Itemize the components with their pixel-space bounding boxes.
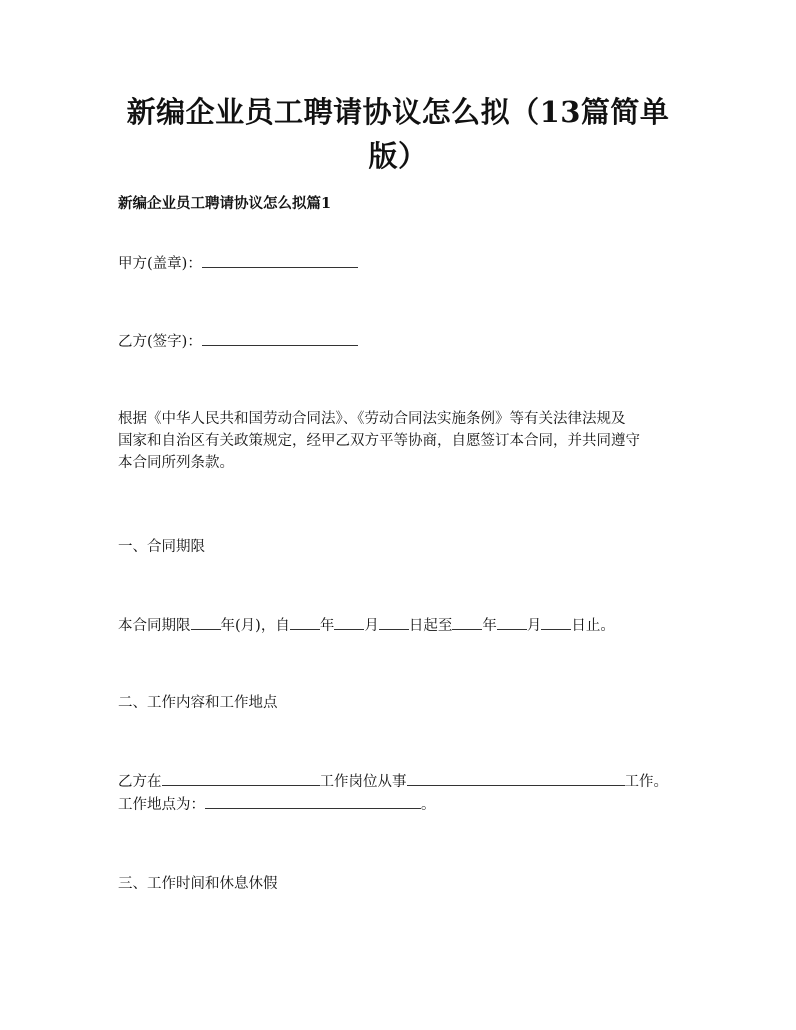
party-a-blank	[202, 252, 358, 268]
intro-line-2: 国家和自治区有关政策规定，经甲乙双方平等协商，自愿签订本合同，并共同遵守	[118, 433, 640, 449]
term-blank-start-day	[379, 614, 409, 630]
section2-heading: 二、工作内容和工作地点	[118, 695, 278, 711]
term-blank-end-day	[541, 614, 571, 630]
term-text-h: 日止。	[571, 618, 615, 634]
term-blank-start-month	[334, 614, 364, 630]
party-b-label: 乙方(签字)：	[118, 334, 202, 350]
work-content-line	[118, 770, 668, 793]
work-text-c: 工作。	[624, 774, 668, 790]
party-b-line	[118, 330, 358, 353]
section3-heading: 三、工作时间和休息休假	[118, 876, 278, 892]
term-text-f: 年	[482, 618, 497, 634]
party-b-blank	[202, 330, 358, 346]
term-blank-end-month	[497, 614, 527, 630]
term-blank-end-year	[452, 614, 482, 630]
work-blank-department	[162, 770, 320, 786]
contract-term-line	[118, 614, 615, 637]
work-place-end: 。	[421, 797, 436, 813]
work-place-label: 工作地点为：	[118, 797, 205, 813]
intro-line-1: 根据《中华人民共和国劳动合同法》、《劳动合同法实施条例》等有关法律法规及	[118, 411, 626, 427]
section1-heading: 一、合同期限	[118, 539, 205, 555]
term-text-b: 年(月)，自	[220, 618, 290, 634]
term-text-g: 月	[526, 618, 542, 634]
work-place-blank	[205, 793, 421, 809]
document-title-line2: 版）	[368, 139, 428, 173]
party-a-line	[118, 252, 358, 275]
term-blank-start-year	[290, 614, 320, 630]
party-a-label: 甲方(盖章)：	[118, 256, 202, 272]
term-text-e: 日起至	[408, 618, 453, 634]
section-subtitle: 新编企业员工聘请协议怎么拟篇1	[118, 195, 332, 212]
term-blank-duration	[191, 614, 221, 630]
term-text-a: 本合同期限	[118, 618, 191, 634]
term-text-d: 月	[364, 618, 379, 634]
work-place-line	[118, 793, 436, 816]
work-text-a: 乙方在	[118, 774, 162, 790]
intro-line-3: 本合同所列条款。	[118, 455, 234, 471]
term-text-c: 年	[319, 618, 335, 634]
work-blank-job	[407, 770, 625, 786]
work-text-b: 工作岗位从事	[319, 774, 407, 790]
intro-paragraph	[118, 408, 684, 474]
document-title-line1: 新编企业员工聘请协议怎么拟（13篇简单	[126, 95, 670, 129]
